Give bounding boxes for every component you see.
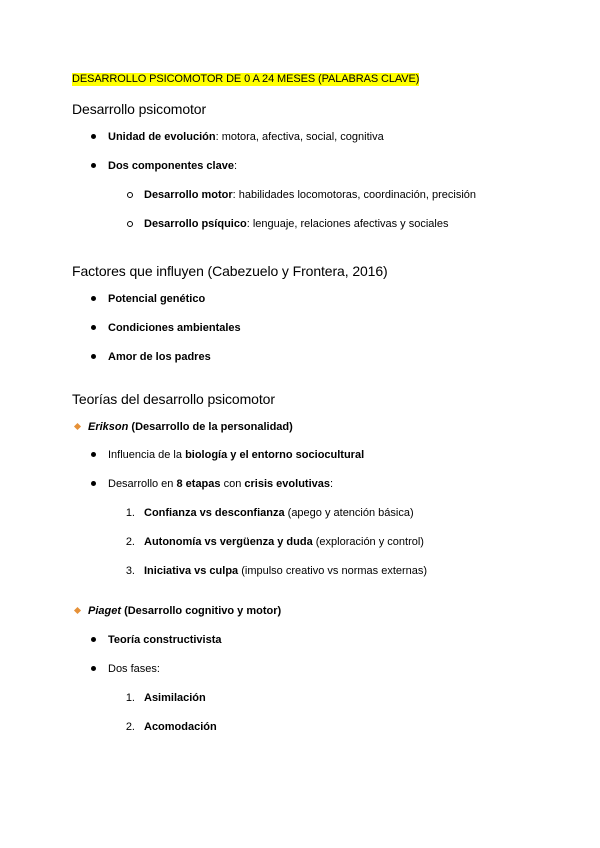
heading-factores: Factores que influyen (Cabezuelo y Frontera, 2016) xyxy=(72,263,388,279)
sub-list-item xyxy=(144,188,476,202)
orange-diamond-icon xyxy=(74,607,81,614)
bold-term: Confianza vs desconfianza xyxy=(144,507,285,519)
item-text: : habilidades locomotoras, coordinación, precisión xyxy=(232,189,476,201)
item-text: : xyxy=(233,160,237,172)
item-text: : xyxy=(329,478,334,490)
theory-desc: (Desarrollo de la personalidad) xyxy=(128,421,293,433)
sub-list-item xyxy=(144,217,448,231)
bold-term: Asimilación xyxy=(144,692,206,704)
list-item xyxy=(108,159,237,173)
item-text: Desarrollo en xyxy=(108,478,177,490)
bullet-circle-icon xyxy=(127,192,133,198)
bold-term: Desarrollo motor xyxy=(144,189,233,201)
list-number: 2. xyxy=(125,721,135,733)
list-number: 1. xyxy=(125,692,135,704)
bold-term: Amor de los padres xyxy=(108,351,211,363)
list-number: 2. xyxy=(125,536,135,548)
bold-term: Unidad de evolución xyxy=(108,131,216,143)
item-text: con xyxy=(220,478,245,490)
bullet-dot-icon xyxy=(91,666,96,671)
theory-item-erikson xyxy=(88,420,293,434)
list-item xyxy=(108,448,364,462)
theory-desc: (Desarrollo cognitivo y motor) xyxy=(121,605,282,617)
bold-term: Desarrollo psíquico xyxy=(144,218,247,230)
theory-item-piaget xyxy=(88,604,281,618)
bold-term: Teoría constructivista xyxy=(108,634,222,646)
bullet-dot-icon xyxy=(91,325,96,330)
heading-desarrollo-psicomotor: Desarrollo psicomotor xyxy=(72,101,207,117)
list-item xyxy=(108,292,205,306)
bullet-dot-icon xyxy=(91,452,96,457)
bold-term: 8 etapas xyxy=(176,478,221,490)
list-item xyxy=(108,477,333,491)
list-item xyxy=(108,662,160,676)
bold-term: biología y el entorno sociocultural xyxy=(185,449,365,461)
item-text: Dos fases: xyxy=(108,663,160,675)
numbered-item xyxy=(144,535,424,549)
list-item xyxy=(108,350,211,364)
list-item xyxy=(108,633,222,647)
item-text: Influencia de la xyxy=(108,449,186,461)
bullet-dot-icon xyxy=(91,481,96,486)
item-text: : motora, afectiva, social, cognitiva xyxy=(215,131,384,143)
bullet-dot-icon xyxy=(91,134,96,139)
numbered-item xyxy=(144,564,427,578)
item-text: (impulso creativo vs normas externas) xyxy=(238,565,428,577)
bullet-dot-icon xyxy=(91,163,96,168)
bullet-circle-icon xyxy=(127,221,133,227)
list-number: 1. xyxy=(125,507,135,519)
bold-term: Iniciativa vs culpa xyxy=(144,565,239,577)
bold-term: Acomodación xyxy=(144,721,217,733)
heading-teorias: Teorías del desarrollo psicomotor xyxy=(72,391,275,407)
bold-term: Dos componentes clave xyxy=(108,160,234,172)
document-title xyxy=(72,72,419,86)
bullet-dot-icon xyxy=(91,296,96,301)
bold-term: Condiciones ambientales xyxy=(108,322,241,334)
theorist-name: Erikson xyxy=(88,421,129,433)
item-text: : lenguaje, relaciones afectivas y sociales xyxy=(246,218,449,230)
item-text: (exploración y control) xyxy=(312,536,424,548)
numbered-item xyxy=(144,720,217,734)
list-item xyxy=(108,321,241,335)
orange-diamond-icon xyxy=(74,423,81,430)
theorist-name: Piaget xyxy=(88,605,122,617)
bullet-dot-icon xyxy=(91,354,96,359)
list-item xyxy=(108,130,384,144)
bold-term: Autonomía vs vergüenza y duda xyxy=(144,536,313,548)
bold-term: Potencial genético xyxy=(108,293,206,305)
bold-term: crisis evolutivas xyxy=(244,478,330,490)
item-text: (apego y atención básica) xyxy=(284,507,414,519)
list-number: 3. xyxy=(125,565,135,577)
highlighted-title-text: DESARROLLO PSICOMOTOR DE 0 A 24 MESES (PALABRAS CLAVE) xyxy=(72,73,420,85)
numbered-item xyxy=(144,506,414,520)
bullet-dot-icon xyxy=(91,637,96,642)
numbered-item xyxy=(144,691,206,705)
